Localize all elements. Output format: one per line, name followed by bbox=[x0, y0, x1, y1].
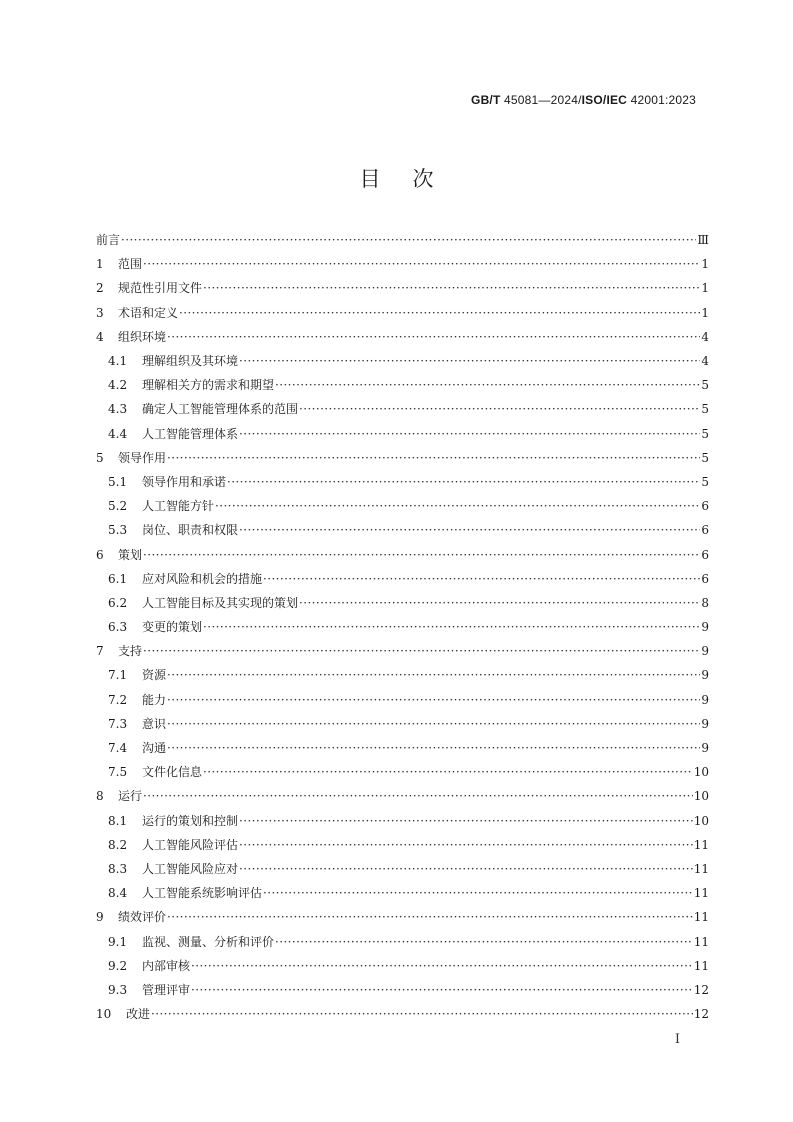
toc-entry-label: 人工智能目标及其实现的策划 bbox=[142, 595, 299, 610]
toc-entry-page: 4 bbox=[701, 354, 709, 369]
toc-entry-page: 9 bbox=[701, 716, 709, 731]
toc-dot-leader bbox=[151, 1006, 693, 1022]
toc-entry-page: 12 bbox=[693, 982, 709, 997]
toc-entry[interactable] bbox=[96, 639, 709, 663]
toc-dot-leader bbox=[167, 692, 700, 708]
toc-entry-page: 6 bbox=[701, 571, 709, 586]
toc-entry-label: 范围 bbox=[118, 257, 143, 272]
toc-entry-label: 资源 bbox=[142, 668, 167, 683]
toc-dot-leader bbox=[227, 474, 700, 490]
toc-entry-number: 4.3 bbox=[108, 402, 128, 417]
toc-entry[interactable] bbox=[96, 736, 709, 760]
toc-dot-leader bbox=[239, 813, 693, 829]
toc-dot-leader bbox=[275, 377, 700, 393]
toc-entry-label: 绩效评价 bbox=[118, 910, 167, 925]
toc-entry[interactable] bbox=[96, 760, 709, 784]
toc-entry[interactable] bbox=[96, 857, 709, 881]
toc-entry-page: 10 bbox=[693, 813, 709, 828]
table-of-contents bbox=[96, 228, 709, 1026]
toc-entry-page: 1 bbox=[701, 305, 709, 320]
toc-entry-page: 11 bbox=[693, 934, 709, 949]
toc-entry-label: 运行 bbox=[118, 789, 143, 804]
toc-entry-number: 7.2 bbox=[108, 692, 128, 707]
toc-dot-leader bbox=[167, 667, 700, 683]
toc-dot-leader bbox=[191, 958, 693, 974]
toc-entry-label: 领导作用和承诺 bbox=[142, 474, 227, 489]
toc-entry[interactable] bbox=[96, 615, 709, 639]
toc-entry-page: 1 bbox=[701, 257, 709, 272]
toc-dot-leader bbox=[167, 329, 700, 345]
toc-entry-number: 6 bbox=[96, 547, 104, 562]
toc-entry[interactable] bbox=[96, 591, 709, 615]
toc-entry-page: 6 bbox=[701, 523, 709, 538]
toc-dot-leader bbox=[263, 571, 700, 587]
toc-entry-label: 沟通 bbox=[142, 741, 167, 756]
toc-entry-number: 7.5 bbox=[108, 765, 128, 780]
toc-entry-page: 5 bbox=[701, 402, 709, 417]
toc-entry-label: 能力 bbox=[142, 692, 167, 707]
toc-entry-page: 11 bbox=[693, 837, 709, 852]
toc-dot-leader bbox=[239, 353, 700, 369]
toc-entry-number: 8.2 bbox=[108, 837, 128, 852]
toc-entry[interactable] bbox=[96, 325, 709, 349]
toc-entry-page: 5 bbox=[701, 426, 709, 441]
toc-entry-page: Ⅲ bbox=[697, 233, 709, 248]
toc-entry-number: 9.1 bbox=[108, 934, 128, 949]
toc-dot-leader bbox=[215, 498, 700, 514]
toc-entry[interactable] bbox=[96, 397, 709, 421]
toc-entry[interactable] bbox=[96, 276, 709, 300]
toc-entry[interactable] bbox=[96, 929, 709, 953]
standard-number: 45081—2024/ bbox=[500, 93, 582, 107]
toc-entry-label: 术语和定义 bbox=[118, 305, 179, 320]
toc-entry-page: 12 bbox=[693, 1007, 709, 1022]
toc-entry[interactable] bbox=[96, 784, 709, 808]
toc-dot-leader bbox=[179, 305, 700, 321]
toc-dot-leader bbox=[203, 764, 693, 780]
toc-entry-label: 规范性引用文件 bbox=[118, 281, 203, 296]
toc-entry-page: 10 bbox=[693, 765, 709, 780]
toc-dot-leader bbox=[167, 909, 693, 925]
toc-entry-label: 组织环境 bbox=[118, 329, 167, 344]
toc-entry-page: 4 bbox=[701, 329, 709, 344]
toc-entry-page: 9 bbox=[701, 644, 709, 659]
toc-entry-label: 前言 bbox=[96, 233, 121, 248]
toc-entry-page: 11 bbox=[693, 910, 709, 925]
iso-number: 42001:2023 bbox=[627, 93, 696, 107]
toc-entry[interactable] bbox=[96, 494, 709, 518]
toc-entry[interactable] bbox=[96, 252, 709, 276]
toc-dot-leader bbox=[275, 934, 693, 950]
toc-entry-label: 应对风险和机会的措施 bbox=[142, 571, 263, 586]
toc-dot-leader bbox=[167, 740, 700, 756]
toc-entry-label: 确定人工智能管理体系的范围 bbox=[142, 402, 299, 417]
toc-entry-number: 6.2 bbox=[108, 595, 128, 610]
toc-entry-page: 11 bbox=[693, 958, 709, 973]
toc-entry-number: 9 bbox=[96, 910, 104, 925]
toc-entry-label: 文件化信息 bbox=[142, 765, 203, 780]
toc-entry[interactable] bbox=[96, 373, 709, 397]
toc-entry-number: 8.3 bbox=[108, 861, 128, 876]
toc-entry[interactable] bbox=[96, 446, 709, 470]
toc-dot-leader bbox=[239, 426, 700, 442]
toc-entry-label: 内部审核 bbox=[142, 958, 191, 973]
toc-entry-number: 7.1 bbox=[108, 668, 128, 683]
toc-entry-number: 7.4 bbox=[108, 741, 128, 756]
toc-entry-number: 4.1 bbox=[108, 354, 128, 369]
toc-entry-label: 变更的策划 bbox=[142, 620, 203, 635]
standard-prefix: GB/T bbox=[471, 93, 501, 107]
toc-dot-leader bbox=[239, 522, 700, 538]
toc-dot-leader bbox=[167, 450, 700, 466]
toc-dot-leader bbox=[299, 595, 700, 611]
toc-entry-label: 监视、测量、分析和评价 bbox=[142, 934, 275, 949]
toc-dot-leader bbox=[143, 788, 693, 804]
toc-entry[interactable] bbox=[96, 567, 709, 591]
toc-entry-label: 支持 bbox=[118, 644, 143, 659]
toc-entry-page: 9 bbox=[701, 741, 709, 756]
toc-entry-label: 理解组织及其环境 bbox=[142, 354, 239, 369]
toc-entry[interactable] bbox=[96, 301, 709, 325]
toc-entry-label: 意识 bbox=[142, 716, 167, 731]
toc-entry[interactable] bbox=[96, 349, 709, 373]
toc-entry-page: 6 bbox=[701, 547, 709, 562]
toc-entry[interactable] bbox=[96, 954, 709, 978]
toc-entry-label: 理解相关方的需求和期望 bbox=[142, 378, 275, 393]
toc-entry-number: 8 bbox=[96, 789, 104, 804]
toc-entry-number: 8.1 bbox=[108, 813, 128, 828]
toc-entry-page: 5 bbox=[701, 474, 709, 489]
toc-entry-page: 9 bbox=[701, 692, 709, 707]
toc-entry-label: 人工智能方针 bbox=[142, 499, 215, 514]
toc-entry-page: 11 bbox=[693, 861, 709, 876]
toc-dot-leader bbox=[143, 547, 700, 563]
toc-entry[interactable] bbox=[96, 881, 709, 905]
toc-entry-number: 4.4 bbox=[108, 426, 128, 441]
toc-entry[interactable] bbox=[96, 712, 709, 736]
toc-entry-page: 9 bbox=[701, 668, 709, 683]
toc-entry-label: 改进 bbox=[126, 1007, 151, 1022]
toc-entry-label: 人工智能风险评估 bbox=[142, 837, 239, 852]
toc-entry-label: 人工智能风险应对 bbox=[142, 861, 239, 876]
toc-entry[interactable] bbox=[96, 1002, 709, 1026]
toc-entry-page: 5 bbox=[701, 450, 709, 465]
toc-entry-label: 人工智能系统影响评估 bbox=[142, 886, 263, 901]
toc-dot-leader bbox=[203, 280, 700, 296]
toc-entry[interactable] bbox=[96, 470, 709, 494]
toc-dot-leader bbox=[299, 401, 700, 417]
toc-entry-page: 6 bbox=[701, 499, 709, 514]
toc-entry-number: 4 bbox=[96, 329, 104, 344]
toc-entry-number: 8.4 bbox=[108, 886, 128, 901]
toc-entry[interactable] bbox=[96, 833, 709, 857]
toc-entry-number: 9.3 bbox=[108, 982, 128, 997]
toc-entry-number: 5.1 bbox=[108, 474, 128, 489]
page-number: I bbox=[674, 1032, 680, 1047]
toc-dot-leader bbox=[239, 861, 693, 877]
toc-entry-label: 策划 bbox=[118, 547, 143, 562]
toc-entry[interactable] bbox=[96, 422, 709, 446]
toc-entry[interactable] bbox=[96, 905, 709, 929]
toc-entry-number: 4.2 bbox=[108, 378, 128, 393]
toc-entry[interactable] bbox=[96, 518, 709, 542]
toc-entry-label: 运行的策划和控制 bbox=[142, 813, 239, 828]
toc-entry-number: 9.2 bbox=[108, 958, 128, 973]
toc-entry-number: 7 bbox=[96, 644, 104, 659]
toc-entry-number: 7.3 bbox=[108, 716, 128, 731]
toc-entry[interactable] bbox=[96, 809, 709, 833]
toc-entry-number: 1 bbox=[96, 257, 104, 272]
toc-entry-page: 8 bbox=[701, 595, 709, 610]
toc-entry[interactable] bbox=[96, 228, 709, 252]
toc-entry-label: 管理评审 bbox=[142, 982, 191, 997]
toc-entry-page: 1 bbox=[701, 281, 709, 296]
toc-entry-number: 10 bbox=[96, 1007, 112, 1022]
page-title: 目次 bbox=[359, 167, 466, 191]
toc-entry-number: 6.3 bbox=[108, 620, 128, 635]
toc-dot-leader bbox=[191, 982, 693, 998]
toc-dot-leader bbox=[167, 716, 700, 732]
toc-entry-number: 5.3 bbox=[108, 523, 128, 538]
toc-entry[interactable] bbox=[96, 663, 709, 687]
document-header bbox=[471, 93, 696, 107]
toc-entry-label: 岗位、职责和权限 bbox=[142, 523, 239, 538]
toc-entry-page: 11 bbox=[693, 886, 709, 901]
toc-entry[interactable] bbox=[96, 688, 709, 712]
toc-entry-label: 人工智能管理体系 bbox=[142, 426, 239, 441]
toc-dot-leader bbox=[239, 837, 693, 853]
toc-dot-leader bbox=[143, 256, 700, 272]
toc-entry-number: 5.2 bbox=[108, 499, 128, 514]
toc-entry-number: 3 bbox=[96, 305, 104, 320]
toc-dot-leader bbox=[263, 885, 693, 901]
toc-entry-page: 5 bbox=[701, 378, 709, 393]
toc-entry[interactable] bbox=[96, 542, 709, 566]
toc-dot-leader bbox=[121, 232, 696, 248]
toc-entry-number: 5 bbox=[96, 450, 104, 465]
toc-entry-page: 9 bbox=[701, 620, 709, 635]
toc-dot-leader bbox=[143, 643, 700, 659]
toc-entry-number: 6.1 bbox=[108, 571, 128, 586]
toc-entry[interactable] bbox=[96, 978, 709, 1002]
toc-entry-number: 2 bbox=[96, 281, 104, 296]
toc-entry-page: 10 bbox=[693, 789, 709, 804]
iso-prefix: ISO/IEC bbox=[581, 93, 628, 107]
toc-entry-label: 领导作用 bbox=[118, 450, 167, 465]
toc-dot-leader bbox=[203, 619, 700, 635]
